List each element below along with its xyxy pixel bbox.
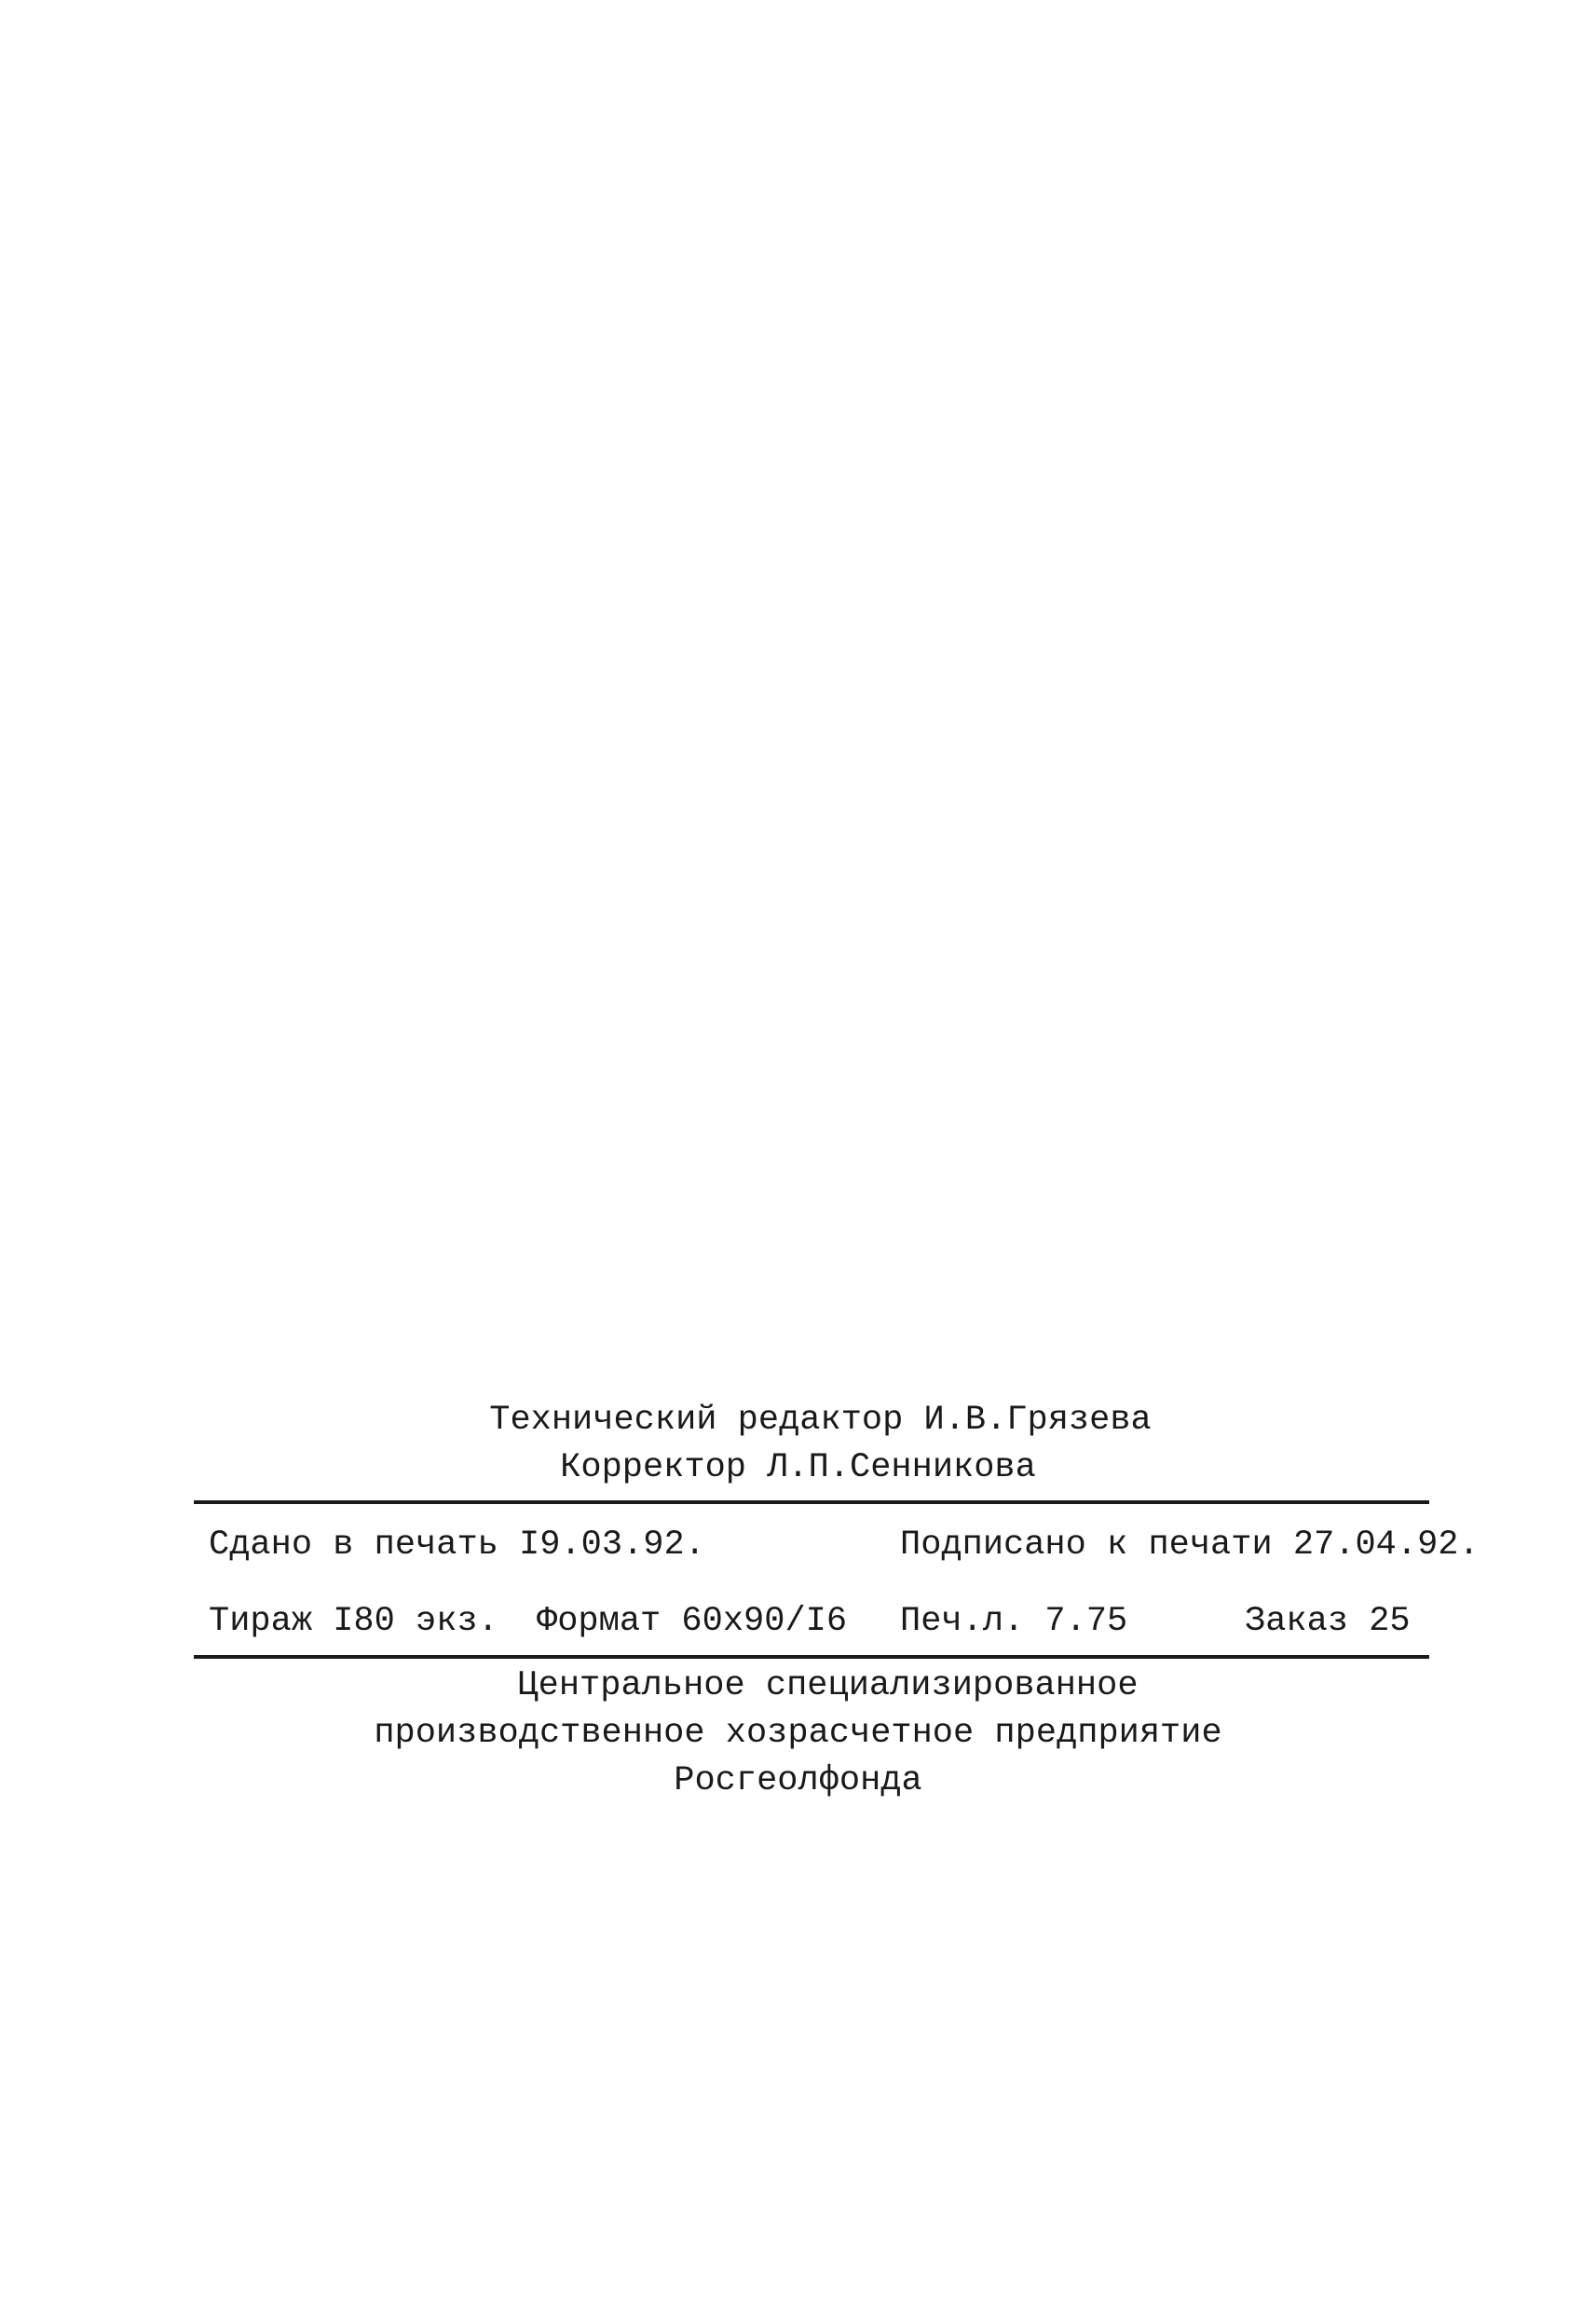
order-number: Заказ 25 — [1245, 1602, 1411, 1641]
circulation: Тираж I80 экз. — [209, 1602, 498, 1641]
tech-editor-line: Технический редактор И.В.Грязева — [489, 1401, 1152, 1440]
top-divider — [194, 1500, 1429, 1504]
format: Формат 60x90/I6 — [537, 1602, 848, 1641]
bottom-divider — [194, 1655, 1429, 1659]
publisher-line-3: Росгеолфонда — [674, 1761, 922, 1800]
corrector-line: Корректор Л.П.Сенникова — [560, 1448, 1036, 1487]
publisher-line-1: Центральное специализированное — [517, 1666, 1139, 1705]
publisher-line-2: производственное хозрасчетное предприятие — [374, 1714, 1222, 1753]
print-sheets: Печ.л. 7.75 — [900, 1602, 1128, 1641]
submitted-date: Сдано в печать I9.03.92. — [209, 1525, 705, 1565]
signed-date: Подписано к печати 27.04.92. — [900, 1525, 1480, 1565]
